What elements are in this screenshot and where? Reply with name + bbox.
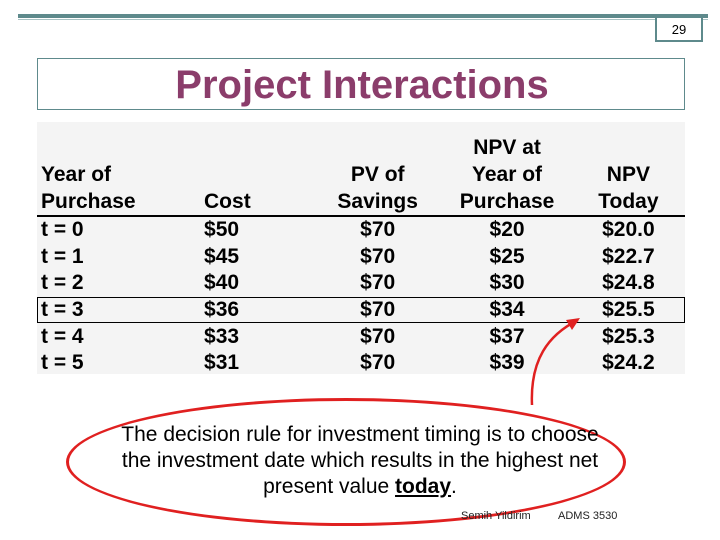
header-line: Year of	[472, 163, 543, 186]
header-accent-line	[18, 14, 708, 18]
npv-table-panel	[37, 122, 685, 374]
header-line: Year of	[41, 163, 112, 186]
npv-table	[37, 134, 685, 377]
cell-cost: $33	[204, 324, 240, 348]
cell-npv-purchase: $34	[489, 298, 525, 322]
cell-year: t = 4	[41, 324, 84, 348]
cell-npv-today: $25.3	[602, 324, 655, 348]
cell-year: t = 1	[41, 244, 84, 268]
cell-pv-savings: $70	[360, 218, 396, 242]
cell-cost: $40	[204, 271, 240, 295]
cell-npv-purchase: $25	[489, 244, 525, 268]
cell-pv-savings: $70	[360, 351, 396, 375]
cell-cost: $45	[204, 244, 240, 268]
cell-cost: $36	[204, 298, 240, 322]
rule-text: The decision rule for investment timing is to choose the investment date which results in the highest net present value	[121, 423, 599, 498]
cell-npv-purchase: $39	[489, 351, 525, 375]
cell-npv-purchase: $20	[489, 218, 525, 242]
cell-npv-today: $20.0	[602, 218, 655, 242]
header-accent-thin-line	[18, 19, 708, 20]
header-line: Purchase	[459, 190, 555, 213]
rule-period: .	[451, 475, 457, 498]
table-row	[37, 350, 685, 377]
page-number-box	[655, 16, 703, 42]
cell-cost: $50	[204, 218, 240, 242]
title-box	[37, 58, 685, 110]
cell-year: t = 0	[41, 218, 84, 242]
header-line: Purchase	[41, 190, 136, 213]
cell-npv-today: $25.5	[602, 298, 655, 322]
cell-npv-purchase: $30	[489, 271, 525, 295]
header-year-of-purchase	[37, 134, 200, 216]
slide-title: Project Interactions	[175, 63, 549, 107]
header-line: PV of	[350, 163, 405, 186]
header-line: Cost	[204, 190, 251, 213]
table-row	[37, 323, 685, 350]
decision-rule-text	[110, 422, 610, 500]
footer-author: Semih Yildirim	[461, 510, 531, 522]
cell-pv-savings: $70	[360, 244, 396, 268]
cell-npv-today: $24.8	[602, 271, 655, 295]
header-line: NPV	[606, 163, 650, 186]
cell-npv-today: $24.2	[602, 351, 655, 375]
table-header-row	[37, 134, 685, 216]
cell-year: t = 2	[41, 271, 84, 295]
header-npv-today	[572, 134, 685, 216]
table-row	[37, 216, 685, 244]
cell-npv-purchase: $37	[489, 324, 525, 348]
cell-cost: $31	[204, 351, 240, 375]
cell-pv-savings: $70	[360, 324, 396, 348]
header-cost	[200, 134, 313, 216]
cell-pv-savings: $70	[360, 271, 396, 295]
cell-pv-savings: $70	[360, 298, 396, 322]
footer-course: ADMS 3530	[558, 510, 618, 522]
table-row	[37, 244, 685, 271]
header-line: Savings	[337, 190, 418, 213]
header-line: NPV at	[473, 136, 541, 159]
cell-npv-today: $22.7	[602, 244, 655, 268]
header-pv-of-savings	[313, 134, 442, 216]
rule-emphasis: today	[395, 475, 452, 498]
header-line: Today	[598, 190, 659, 213]
table-row	[37, 270, 685, 297]
table-row-highlighted	[37, 297, 685, 324]
cell-year: t = 3	[41, 298, 84, 322]
cell-year: t = 5	[41, 351, 84, 375]
header-npv-at-year-of-purchase	[442, 134, 571, 216]
page-number: 29	[671, 22, 687, 37]
